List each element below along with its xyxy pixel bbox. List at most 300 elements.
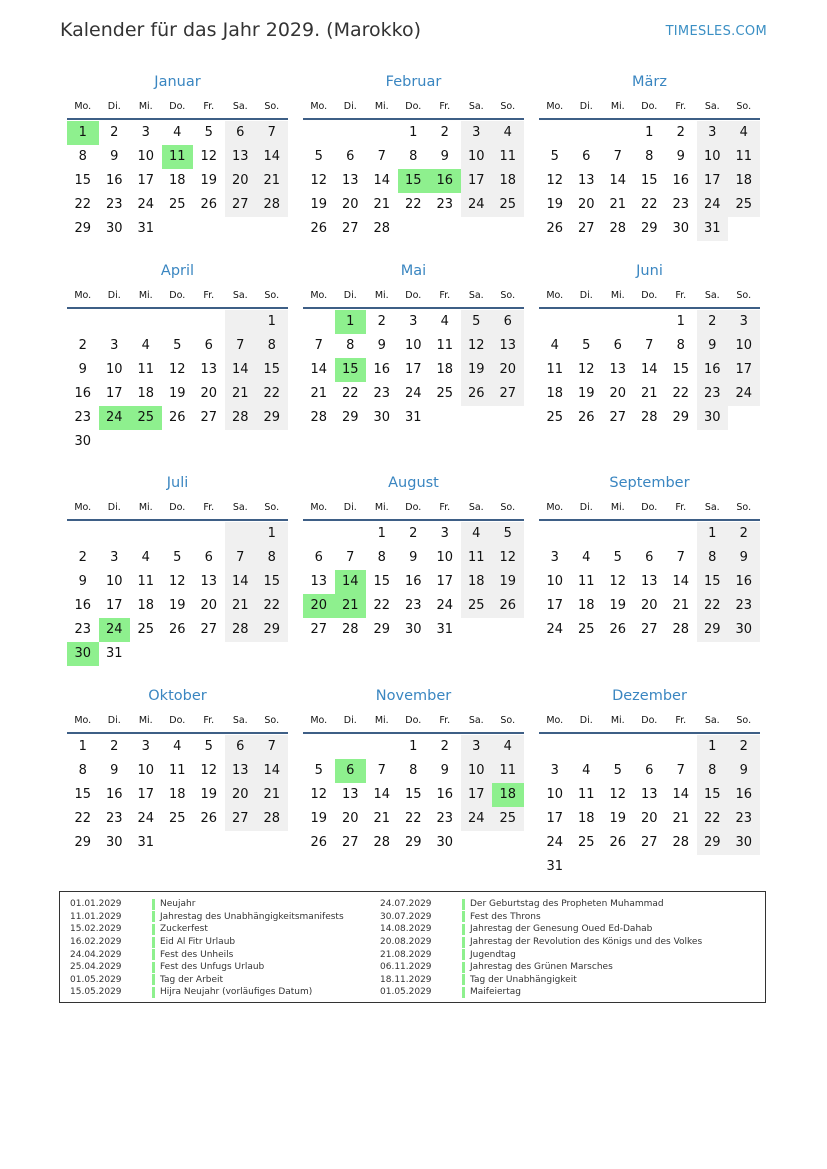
day-cell: 3	[440, 526, 449, 541]
day-empty	[697, 855, 729, 879]
weekday-label: Sa.	[468, 714, 484, 726]
day-cell: 25	[577, 835, 595, 850]
legend-date: 20.08.2029	[380, 937, 432, 948]
day-cell: 29	[341, 410, 359, 425]
day-cell: 5	[204, 125, 213, 140]
day-cell: 15	[373, 574, 391, 589]
day-cell: 2	[728, 522, 760, 546]
day-cell: 12	[609, 574, 627, 589]
weekday-header	[67, 94, 288, 118]
day-cell: 9	[110, 149, 119, 164]
day-empty	[665, 522, 697, 546]
day-cell: 22	[373, 598, 391, 613]
day-cell: 31	[137, 835, 155, 850]
week-row	[67, 546, 288, 570]
day-cell: 4	[492, 735, 524, 759]
day-cell: 17	[137, 787, 155, 802]
weekday-label: So.	[500, 714, 516, 726]
day-cell: 9	[377, 338, 386, 353]
legend-holiday-name: Zuckerfest	[160, 924, 208, 935]
day-cell: 11	[546, 362, 564, 377]
day-cell: 12	[168, 362, 186, 377]
day-empty	[539, 121, 571, 145]
day-cell: 5	[314, 149, 323, 164]
legend-color-bar	[462, 899, 465, 910]
weekday-label: So.	[500, 100, 516, 112]
month-name: September	[609, 475, 690, 491]
day-cell: 9	[697, 334, 729, 358]
day-cell: 6	[582, 149, 591, 164]
day-cell: 5	[461, 310, 493, 334]
week-row	[67, 334, 288, 358]
day-cell: 25	[168, 197, 186, 212]
day-cell: 29	[74, 835, 92, 850]
weekday-label: Do.	[405, 501, 422, 513]
day-cell: 23	[74, 622, 92, 637]
day-cell: 30	[436, 835, 454, 850]
day-cell: 20	[640, 811, 658, 826]
weekday-label: Mo.	[310, 100, 328, 112]
legend-holiday-name: Jahrestag des Unabhängigkeitsmanifests	[160, 911, 344, 922]
page-title: Kalender für das Jahr 2029. (Marokko)	[60, 19, 422, 41]
day-cell: 9	[676, 149, 685, 164]
day-cell: 28	[256, 807, 288, 831]
week-row	[303, 618, 524, 642]
day-cell: 7	[377, 763, 386, 778]
week-row	[67, 783, 288, 807]
day-cell: 25	[492, 193, 524, 217]
day-empty	[492, 217, 524, 241]
week-row	[303, 382, 524, 406]
day-cell: 28	[225, 406, 257, 430]
week-row	[303, 783, 524, 807]
day-cell: 10	[461, 759, 493, 783]
day-cell: 5	[550, 149, 559, 164]
day-empty	[193, 831, 225, 855]
day-empty	[130, 642, 162, 666]
day-empty	[539, 522, 571, 546]
weekday-label: Do.	[405, 289, 422, 301]
day-cell: 10	[137, 149, 155, 164]
month-name: Mai	[400, 263, 427, 279]
brand-logo-text[interactable]: TIMESLES.COM	[665, 24, 767, 39]
day-cell: 7	[256, 121, 288, 145]
day-cell: 6	[204, 338, 213, 353]
day-cell: 24	[404, 386, 422, 401]
day-empty	[429, 406, 461, 430]
day-cell: 6	[492, 310, 524, 334]
day-cell: 10	[546, 787, 564, 802]
legend-holiday-name: Fest des Throns	[470, 911, 541, 922]
day-cell: 9	[78, 362, 87, 377]
day-cell: 2	[676, 125, 685, 140]
day-cell: 12	[609, 787, 627, 802]
day-cell: 19	[200, 787, 218, 802]
day-empty	[429, 217, 461, 241]
day-cell: 20	[200, 386, 218, 401]
day-cell: 7	[225, 334, 257, 358]
day-empty	[492, 831, 524, 855]
month-name: April	[160, 263, 195, 279]
day-cell: 26	[492, 594, 524, 618]
day-cell: 22	[404, 197, 422, 212]
day-cell: 29	[672, 410, 690, 425]
weekday-label: Di.	[579, 100, 593, 112]
weekday-label: So.	[264, 289, 280, 301]
week-row	[539, 334, 760, 358]
day-cell: 21	[256, 169, 288, 193]
day-cell: 13	[200, 362, 218, 377]
week-row	[303, 807, 524, 831]
day-cell: 31	[546, 859, 564, 874]
day-cell: 8	[78, 149, 87, 164]
day-cell: 7	[613, 149, 622, 164]
day-empty	[225, 310, 257, 334]
day-cell: 29	[640, 221, 658, 236]
day-cell: 28	[310, 410, 328, 425]
day-cell: 27	[492, 382, 524, 406]
day-cell: 26	[168, 622, 186, 637]
day-cell: 11	[492, 145, 524, 169]
legend-color-bar	[462, 987, 465, 998]
day-cell: 14	[672, 787, 690, 802]
day-empty	[162, 642, 194, 666]
day-cell: 21	[672, 598, 690, 613]
day-empty	[335, 735, 367, 759]
week-row	[67, 310, 288, 334]
day-cell: 6	[645, 763, 654, 778]
day-cell: 22	[697, 807, 729, 831]
day-cell: 29	[373, 622, 391, 637]
month-januar	[67, 72, 288, 241]
day-cell: 19	[492, 570, 524, 594]
day-cell: 4	[173, 739, 182, 754]
day-cell: 18	[137, 386, 155, 401]
day-cell: 28	[373, 835, 391, 850]
day-empty	[728, 217, 760, 241]
day-empty	[303, 735, 335, 759]
day-cell: 20	[303, 594, 335, 618]
header-divider	[303, 519, 524, 521]
day-cell: 18	[577, 598, 595, 613]
weekday-label: Di.	[343, 714, 357, 726]
day-empty	[303, 121, 335, 145]
day-cell: 18	[137, 598, 155, 613]
header-divider	[539, 307, 760, 309]
day-cell: 25	[168, 811, 186, 826]
legend-row	[70, 986, 344, 999]
day-cell: 21	[310, 386, 328, 401]
day-cell: 15	[256, 570, 288, 594]
day-cell: 17	[546, 811, 564, 826]
weekday-label: Mo.	[546, 501, 564, 513]
day-cell: 26	[200, 197, 218, 212]
weekday-label: Mo.	[546, 289, 564, 301]
day-cell: 4	[173, 125, 182, 140]
day-cell: 11	[168, 763, 186, 778]
weekday-header	[303, 495, 524, 519]
day-cell: 10	[436, 550, 454, 565]
day-cell: 25	[461, 594, 493, 618]
day-cell: 17	[137, 173, 155, 188]
day-cell: 25	[728, 193, 760, 217]
day-cell: 28	[609, 221, 627, 236]
day-cell: 3	[110, 550, 119, 565]
legend-date: 25.04.2029	[70, 962, 122, 973]
day-cell: 22	[697, 594, 729, 618]
day-cell: 28	[256, 193, 288, 217]
weekday-label: Do.	[641, 289, 658, 301]
day-cell: 24	[137, 811, 155, 826]
legend-date: 21.08.2029	[380, 949, 432, 960]
day-cell: 13	[341, 787, 359, 802]
day-cell: 15	[256, 358, 288, 382]
day-cell: 3	[110, 338, 119, 353]
weekday-label: Fr.	[675, 714, 687, 726]
day-empty	[366, 735, 398, 759]
week-row	[303, 334, 524, 358]
day-cell: 11	[461, 546, 493, 570]
legend-holiday-name: Tag der Unabhängigkeit	[470, 974, 577, 985]
day-cell: 2	[440, 739, 449, 754]
day-cell: 11	[492, 759, 524, 783]
day-empty	[256, 217, 288, 241]
day-cell: 14	[373, 173, 391, 188]
day-empty	[256, 831, 288, 855]
day-cell: 6	[645, 550, 654, 565]
day-cell: 28	[373, 221, 391, 236]
day-cell: 20	[341, 197, 359, 212]
day-cell: 13	[341, 173, 359, 188]
week-row	[303, 310, 524, 334]
month-märz	[539, 72, 760, 241]
day-cell: 16	[697, 358, 729, 382]
day-cell: 8	[256, 546, 288, 570]
header-divider	[539, 118, 760, 120]
weekday-label: Fr.	[203, 714, 215, 726]
day-cell: 21	[225, 382, 257, 406]
day-cell: 24	[546, 835, 564, 850]
week-row	[67, 831, 288, 855]
weekday-header	[303, 708, 524, 732]
day-cell: 2	[409, 526, 418, 541]
weekday-label: Mo.	[74, 714, 92, 726]
day-empty	[130, 522, 162, 546]
legend-row	[380, 961, 702, 974]
weekday-label: Di.	[343, 289, 357, 301]
day-empty	[571, 522, 603, 546]
weekday-label: Mo.	[546, 100, 564, 112]
day-cell: 4	[141, 550, 150, 565]
header-divider	[303, 118, 524, 120]
day-empty	[665, 855, 697, 879]
weekday-label: So.	[736, 501, 752, 513]
day-cell: 27	[225, 193, 257, 217]
day-cell: 26	[200, 811, 218, 826]
day-cell: 28	[672, 622, 690, 637]
day-cell: 14	[225, 358, 257, 382]
weekday-label: Mi.	[374, 501, 389, 513]
weekday-label: Mi.	[138, 289, 153, 301]
header-divider	[67, 732, 288, 734]
day-cell: 8	[78, 763, 87, 778]
day-cell: 27	[200, 410, 218, 425]
day-cell: 18	[168, 173, 186, 188]
day-cell: 6	[346, 149, 355, 164]
day-cell: 12	[461, 334, 493, 358]
day-cell: 6	[204, 550, 213, 565]
legend-holiday-name: Maifeiertag	[470, 987, 521, 998]
legend-date: 15.05.2029	[70, 987, 122, 998]
day-cell: 12	[492, 546, 524, 570]
month-juni	[539, 261, 760, 430]
day-cell: 21	[609, 197, 627, 212]
day-cell: 27	[200, 622, 218, 637]
day-cell: 30	[672, 221, 690, 236]
month-name: März	[632, 74, 667, 90]
day-cell: 20	[640, 598, 658, 613]
day-cell: 8	[409, 149, 418, 164]
weekday-label: Di.	[107, 100, 121, 112]
weekday-label: Mi.	[374, 100, 389, 112]
weekday-label: Di.	[579, 714, 593, 726]
day-cell: 24	[728, 382, 760, 406]
weekday-label: Sa.	[232, 714, 248, 726]
day-cell: 26	[546, 221, 564, 236]
day-cell: 17	[546, 598, 564, 613]
day-cell: 24	[546, 622, 564, 637]
day-cell: 10	[105, 362, 123, 377]
legend-holiday-name: Jugendtag	[470, 949, 516, 960]
week-row	[67, 193, 288, 217]
week-row	[539, 783, 760, 807]
legend-row	[70, 961, 344, 974]
day-cell: 22	[256, 382, 288, 406]
weekday-label: Di.	[107, 714, 121, 726]
weekday-label: Fr.	[675, 100, 687, 112]
week-row	[67, 642, 288, 666]
week-row	[67, 807, 288, 831]
day-cell: 20	[341, 811, 359, 826]
day-cell: 3	[141, 739, 150, 754]
weekday-label: Fr.	[203, 289, 215, 301]
day-cell: 24	[697, 193, 729, 217]
week-row	[539, 855, 760, 879]
day-empty	[461, 618, 493, 642]
weekday-label: Fr.	[439, 289, 451, 301]
legend-column-right	[380, 898, 702, 999]
week-row	[67, 522, 288, 546]
day-cell: 11	[577, 787, 595, 802]
day-empty	[539, 735, 571, 759]
day-cell: 12	[310, 173, 328, 188]
weekday-label: Mo.	[310, 289, 328, 301]
day-cell: 27	[341, 221, 359, 236]
day-cell: 22	[404, 811, 422, 826]
day-cell: 15	[672, 362, 690, 377]
week-row	[67, 169, 288, 193]
header-divider	[303, 732, 524, 734]
month-februar	[303, 72, 524, 241]
week-row	[539, 358, 760, 382]
day-empty	[193, 642, 225, 666]
day-cell: 27	[310, 622, 328, 637]
day-cell: 19	[168, 386, 186, 401]
weekday-label: So.	[736, 289, 752, 301]
day-cell: 5	[613, 763, 622, 778]
day-empty	[225, 217, 257, 241]
weekday-label: Do.	[169, 714, 186, 726]
day-cell: 21	[373, 811, 391, 826]
day-empty	[67, 522, 99, 546]
day-cell: 1	[335, 310, 367, 334]
week-row	[67, 358, 288, 382]
day-cell: 16	[429, 169, 461, 193]
day-cell: 18	[492, 783, 524, 807]
day-cell: 29	[697, 831, 729, 855]
day-cell: 23	[105, 197, 123, 212]
week-row	[67, 759, 288, 783]
legend-date: 30.07.2029	[380, 911, 432, 922]
weekday-label: So.	[736, 714, 752, 726]
day-cell: 18	[461, 570, 493, 594]
day-cell: 30	[67, 642, 99, 666]
week-row	[539, 406, 760, 430]
day-cell: 15	[74, 787, 92, 802]
day-cell: 11	[436, 338, 454, 353]
weekday-header	[67, 495, 288, 519]
day-cell: 12	[577, 362, 595, 377]
day-cell: 1	[377, 526, 386, 541]
week-row	[303, 570, 524, 594]
weekday-label: So.	[264, 501, 280, 513]
day-cell: 16	[672, 173, 690, 188]
day-cell: 7	[377, 149, 386, 164]
day-cell: 12	[546, 173, 564, 188]
day-empty	[99, 522, 131, 546]
week-row	[539, 193, 760, 217]
day-cell: 4	[550, 338, 559, 353]
day-cell: 11	[162, 145, 194, 169]
legend-color-bar	[152, 899, 155, 910]
weekday-label: Mi.	[138, 100, 153, 112]
day-empty	[602, 855, 634, 879]
weekday-label: Do.	[405, 100, 422, 112]
day-cell: 14	[672, 574, 690, 589]
week-row	[539, 759, 760, 783]
day-cell: 7	[256, 735, 288, 759]
day-cell: 17	[728, 358, 760, 382]
legend-date: 11.01.2029	[70, 911, 122, 922]
weekday-label: Sa.	[704, 714, 720, 726]
day-cell: 1	[645, 125, 654, 140]
day-cell: 10	[697, 145, 729, 169]
weekday-label: Mi.	[374, 289, 389, 301]
week-row	[67, 406, 288, 430]
day-empty	[728, 855, 760, 879]
weekday-label: So.	[264, 100, 280, 112]
day-cell: 4	[582, 763, 591, 778]
week-row	[539, 217, 760, 241]
day-cell: 4	[492, 121, 524, 145]
day-cell: 14	[225, 570, 257, 594]
legend-row	[380, 911, 702, 924]
legend-holiday-name: Tag der Arbeit	[160, 974, 224, 985]
weekday-label: Mi.	[610, 714, 625, 726]
weekday-label: Do.	[405, 714, 422, 726]
day-empty	[335, 121, 367, 145]
day-cell: 23	[74, 410, 92, 425]
